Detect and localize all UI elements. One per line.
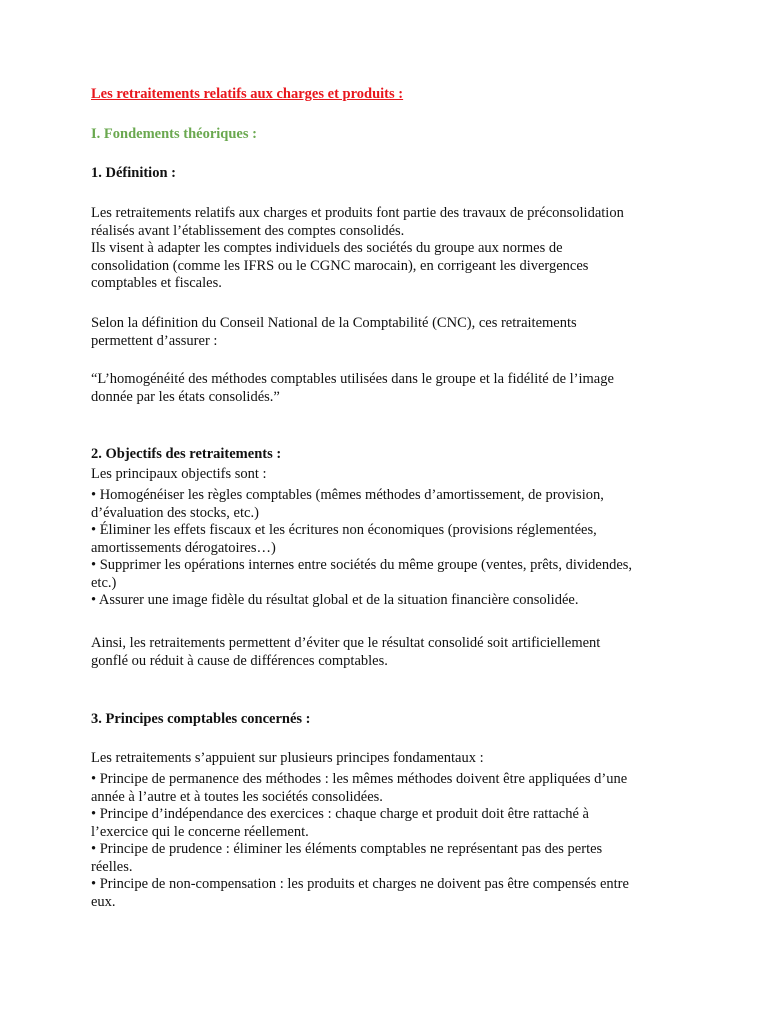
list-item: [91, 841, 681, 876]
text-line: Ils visent à adapter les comptes individuels des sociétés du groupe aux normes de: [91, 240, 563, 256]
text-line: “L’homogénéité des méthodes comptables utilisées dans le groupe et la fidélité de l’image: [91, 371, 614, 387]
objectives-list: [91, 487, 681, 610]
definition-quote: [91, 371, 681, 406]
text-line: l’exercice qui le concerne réellement.: [91, 823, 309, 840]
text-line: amortissements dérogatoires…): [91, 539, 276, 556]
objectives-heading: 2. Objectifs des retraitements :: [91, 446, 282, 462]
text-line: etc.): [91, 574, 117, 591]
text-line: eux.: [91, 893, 116, 910]
text-line: Ainsi, les retraitements permettent d’éviter que le résultat consolidé soit artificiellement: [91, 635, 601, 651]
objectives-conclusion: [91, 635, 681, 670]
list-item: [91, 522, 681, 557]
text-line: • Principe de prudence : éliminer les éléments comptables ne représentant pas des pertes: [91, 841, 603, 857]
section-heading: I. Fondements théoriques :: [91, 126, 257, 142]
principles-heading: 3. Principes comptables concernés :: [91, 711, 311, 727]
text-line: • Assurer une image fidèle du résultat global et de la situation financière consolidée.: [91, 592, 579, 608]
list-item: [91, 557, 681, 592]
objectives-intro: Les principaux objectifs sont :: [91, 466, 267, 482]
text-line: • Éliminer les effets fiscaux et les écritures non économiques (provisions réglementées,: [91, 522, 597, 538]
text-line: Les retraitements relatifs aux charges et produits font partie des travaux de préconsolidation: [91, 205, 624, 221]
list-item: [91, 592, 681, 610]
definition-paragraph-2: [91, 315, 681, 350]
text-line: année à l’autre et à toutes les sociétés consolidées.: [91, 788, 383, 805]
text-line: • Principe d’indépendance des exercices : chaque charge et produit doit être rattaché à: [91, 806, 589, 822]
text-line: • Homogénéiser les règles comptables (mêmes méthodes d’amortissement, de provision,: [91, 487, 604, 503]
list-item: [91, 876, 681, 911]
text-line: gonflé ou réduit à cause de différences comptables.: [91, 652, 388, 669]
principles-list: [91, 771, 681, 911]
text-line: permettent d’assurer :: [91, 332, 218, 349]
text-line: d’évaluation des stocks, etc.): [91, 504, 259, 521]
text-line: • Principe de permanence des méthodes : les mêmes méthodes doivent être appliquées d’une: [91, 771, 628, 787]
text-line: donnée par les états consolidés.”: [91, 388, 280, 405]
definition-heading: 1. Définition :: [91, 165, 176, 181]
text-line: • Supprimer les opérations internes entre sociétés du même groupe (ventes, prêts, dividendes,: [91, 557, 633, 573]
text-line: Selon la définition du Conseil National de la Comptabilité (CNC), ces retraitements: [91, 315, 577, 331]
list-item: [91, 806, 681, 841]
principles-intro: Les retraitements s’appuient sur plusieurs principes fondamentaux :: [91, 750, 484, 766]
text-line: réelles.: [91, 858, 133, 875]
document-title: Les retraitements relatifs aux charges et produits :: [91, 86, 404, 102]
definition-paragraph-1: [91, 205, 681, 293]
list-item: [91, 771, 681, 806]
text-line: comptables et fiscales.: [91, 275, 222, 291]
list-item: [91, 487, 681, 522]
text-line: consolidation (comme les IFRS ou le CGNC marocain), en corrigeant les divergences: [91, 257, 589, 274]
text-line: • Principe de non-compensation : les produits et charges ne doivent pas être compensés entre: [91, 876, 629, 892]
text-line: réalisés avant l’établissement des comptes consolidés.: [91, 222, 405, 239]
